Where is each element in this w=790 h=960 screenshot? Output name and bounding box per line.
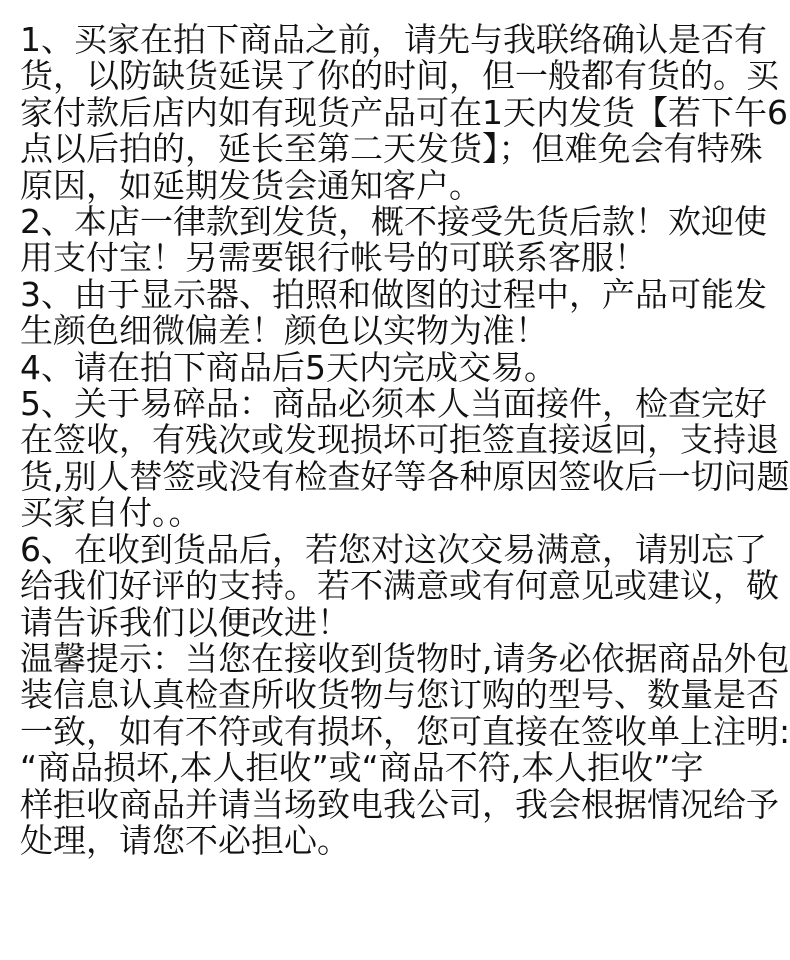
text-line: 原因，如延期发货会通知客户。 [20, 165, 482, 205]
text-line: 3、由于显示器、拍照和做图的过程中，产品可能发 [20, 274, 767, 314]
text-line: 家付款后店内如有现货产品可在1天内发货【若下午6 [20, 92, 788, 132]
text-line: 处理，请您不必担心。 [20, 820, 350, 860]
text-line: “商品损坏,本人拒收”或“商品不符,本人拒收”字 [20, 748, 704, 788]
text-line: 给我们好评的支持。若不满意或有何意见或建议，敬 [20, 566, 779, 606]
text-line: 6、在收到货品后，若您对这次交易满意，请别忘了 [20, 529, 767, 569]
text-line: 生颜色细微偏差！颜色以实物为准！ [20, 311, 548, 351]
text-line: 在签收，有残次或发现损坏可拒签直接返回，支持退 [20, 420, 779, 460]
text-line: 请告诉我们以便改进！ [20, 602, 350, 642]
text-line: 用支付宝！另需要银行帐号的可联系客服！ [20, 238, 647, 278]
text-line: 货，以防缺货延误了你的时间，但一般都有货的。买 [20, 56, 779, 96]
text-line: 2、本店一律款到发货，概不接受先货后款！欢迎使 [20, 202, 767, 242]
text-line: 温馨提示：当您在接收到货物时,请务必依据商品外包 [20, 638, 790, 678]
text-line: 样拒收商品并请当场致电我公司，我会根据情况给予 [20, 784, 779, 824]
text-line: 货,别人替签或没有检查好等各种原因签收后一切问题 [20, 456, 790, 496]
text-line: 装信息认真检查所收货物与您订购的型号、数量是否 [20, 675, 779, 715]
text-line: 一致，如有不符或有损坏，您可直接在签收单上注明: [20, 711, 790, 751]
text-line: 点以后拍的，延长至第二天发货】；但难免会有特殊 [20, 129, 763, 169]
text-line: 5、关于易碎品：商品必须本人当面接件，检查完好 [20, 384, 767, 424]
text-line: 4、请在拍下商品后5天内完成交易。 [20, 347, 557, 387]
text-line: 1、买家在拍下商品之前，请先与我联络确认是否有 [20, 20, 767, 59]
text-line: 买家自付。。 [20, 493, 202, 533]
